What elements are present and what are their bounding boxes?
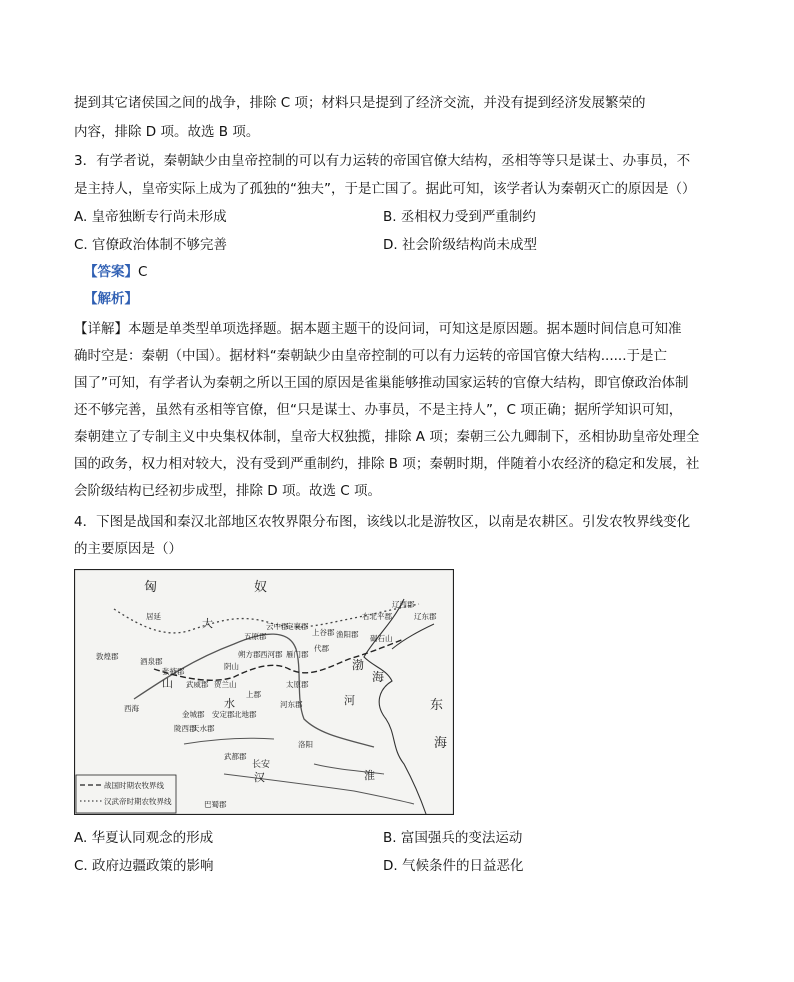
answer-value: C <box>138 264 148 280</box>
city-label: 上郡 <box>246 690 261 699</box>
prev-analysis-line-2: 内容，排除 D 项。故选 B 项。 <box>74 124 260 140</box>
city-label: 酒泉郡 <box>140 657 163 666</box>
city-label: 太原郡 <box>286 680 309 689</box>
q4-stem-line-2: 的主要原因是（） <box>74 541 182 557</box>
map-legend <box>76 775 176 813</box>
city-label: 贺兰山 <box>214 680 237 689</box>
legend-han: 汉武帝时期农牧界线 <box>104 797 172 806</box>
q3-detail-line: 确时空是：秦朝（中国）。据材料“秦朝缺少由皇帝控制的可以有力运转的帝国官僚大结构......于是亡 <box>74 348 667 364</box>
map-label: 淮 <box>364 769 375 782</box>
map-label: 奴 <box>254 580 268 595</box>
q4-option-c: C. 政府边疆政策的影响 <box>74 858 214 874</box>
q4-option-b: B. 富国强兵的变法运动 <box>383 830 523 846</box>
city-label: 代郡 <box>314 644 329 653</box>
map-label: 海 <box>372 670 385 684</box>
map-label: 河 <box>344 694 355 707</box>
city-label: 巴蜀郡 <box>204 800 227 809</box>
q3-option-a: A. 皇帝独断专行尚未形成 <box>74 209 227 225</box>
q4-option-a: A. 华夏认同观念的形成 <box>74 830 214 846</box>
q3-detail-line: 【详解】本题是单类型单项选择题。据本题主题干的设问词，可知这是原因题。据本题时间信息可知准 <box>74 321 682 337</box>
q3-option-b: B. 丞相权力受到严重制约 <box>383 209 536 225</box>
city-label: 五原郡 <box>244 632 267 641</box>
city-label: 陇西郡 <box>174 724 197 733</box>
city-label: 武威郡 <box>186 680 209 689</box>
city-label: 云中郡 <box>266 622 289 631</box>
map-label: 水 <box>224 697 235 710</box>
map-label: 东 <box>430 698 444 713</box>
city-label: 西海 <box>124 704 139 713</box>
city-label: 阴山 <box>224 662 239 671</box>
city-label: 安定郡 <box>212 710 235 719</box>
q3-analysis-label <box>84 290 138 308</box>
map-label: 大 <box>202 617 213 630</box>
city-label: 西河郡 <box>260 650 283 659</box>
city-label: 洛阳 <box>298 740 313 749</box>
city-label: 天水郡 <box>192 724 215 733</box>
q4-option-d: D. 气候条件的日益恶化 <box>383 858 524 874</box>
city-label: 上谷郡 <box>312 628 335 637</box>
q3-option-c: C. 官僚政治体制不够完善 <box>74 237 228 253</box>
q3-answer <box>84 263 147 281</box>
city-label: 辽西郡 <box>392 600 415 609</box>
q3-detail-line: 国的政务，权力相对较大，没有受到严重制约，排除 B 项；秦朝时期，伴随着小农经济的稳定和发展，社 <box>74 456 700 472</box>
city-label: 北地郡 <box>234 710 257 719</box>
legend-warring: 战国时期农牧界线 <box>104 781 164 790</box>
city-label: 雁门郡 <box>286 650 309 659</box>
city-label: 朔方郡 <box>238 650 261 659</box>
city-label: 辽东郡 <box>414 612 437 621</box>
q4-stem-line-1: 4．下图是战国和秦汉北部地区农牧界限分布图，该线以北是游牧区，以南是农耕区。引发农牧界线变化 <box>74 514 691 530</box>
city-label: 碣石山 <box>370 634 393 643</box>
city-label: 金城郡 <box>182 710 205 719</box>
city-label: 敦煌郡 <box>96 652 119 661</box>
city-label: 居延 <box>146 612 161 621</box>
city-label: 右北平郡 <box>362 612 392 621</box>
farming-pastoral-boundary-map <box>74 569 454 815</box>
map-label: 海 <box>434 736 448 751</box>
q3-detail-line: 还不够完善，虽然有丞相等官僚，但“只是谋士、办事员，不是主持人”，C 项正确；据所学知识可知， <box>74 402 683 418</box>
q3-detail-line: 秦朝建立了专制主义中央集权体制，皇帝大权独揽，排除 A 项；秦朝三公九卿制下，丞相协助皇帝处理全 <box>74 429 700 445</box>
map-label: 渤 <box>352 658 365 672</box>
city-label: 武都郡 <box>224 752 247 761</box>
city-label: 张掖郡 <box>162 667 185 676</box>
prev-analysis-line-1: 提到其它诸侯国之间的战争，排除 C 项；材料只是提到了经济交流，并没有提到经济发展繁荣的 <box>74 95 646 111</box>
map-label: 汉 <box>254 771 265 784</box>
city-label: 定襄郡 <box>286 622 309 631</box>
q3-stem-line-1: 3．有学者说，秦朝缺少由皇帝控制的可以有力运转的帝国官僚大结构，丞相等等只是谋士、办事员，不 <box>74 153 691 169</box>
analysis-label: 【解析】 <box>84 291 138 307</box>
answer-label: 【答案】 <box>84 264 138 280</box>
city-label: 渔阳郡 <box>336 630 359 639</box>
map-label: 山 <box>162 677 173 690</box>
q3-detail-line: 会阶级结构已经初步成型，排除 D 项。故选 C 项。 <box>74 483 381 499</box>
map-label: 匈 <box>144 580 158 595</box>
q3-detail-line: 国了”可知，有学者认为秦朝之所以王国的原因是雀巢能够推动国家运转的官僚大结构，即官僚政治体制 <box>74 375 689 391</box>
q3-option-d: D. 社会阶级结构尚未成型 <box>383 237 537 253</box>
city-label: 长安 <box>252 760 271 770</box>
q3-stem-line-2: 是主持人，皇帝实际上成为了孤独的“独夫”，于是亡国了。据此可知，该学者认为秦朝灭亡的原因是（） <box>74 181 696 197</box>
city-label: 河东郡 <box>280 700 303 709</box>
